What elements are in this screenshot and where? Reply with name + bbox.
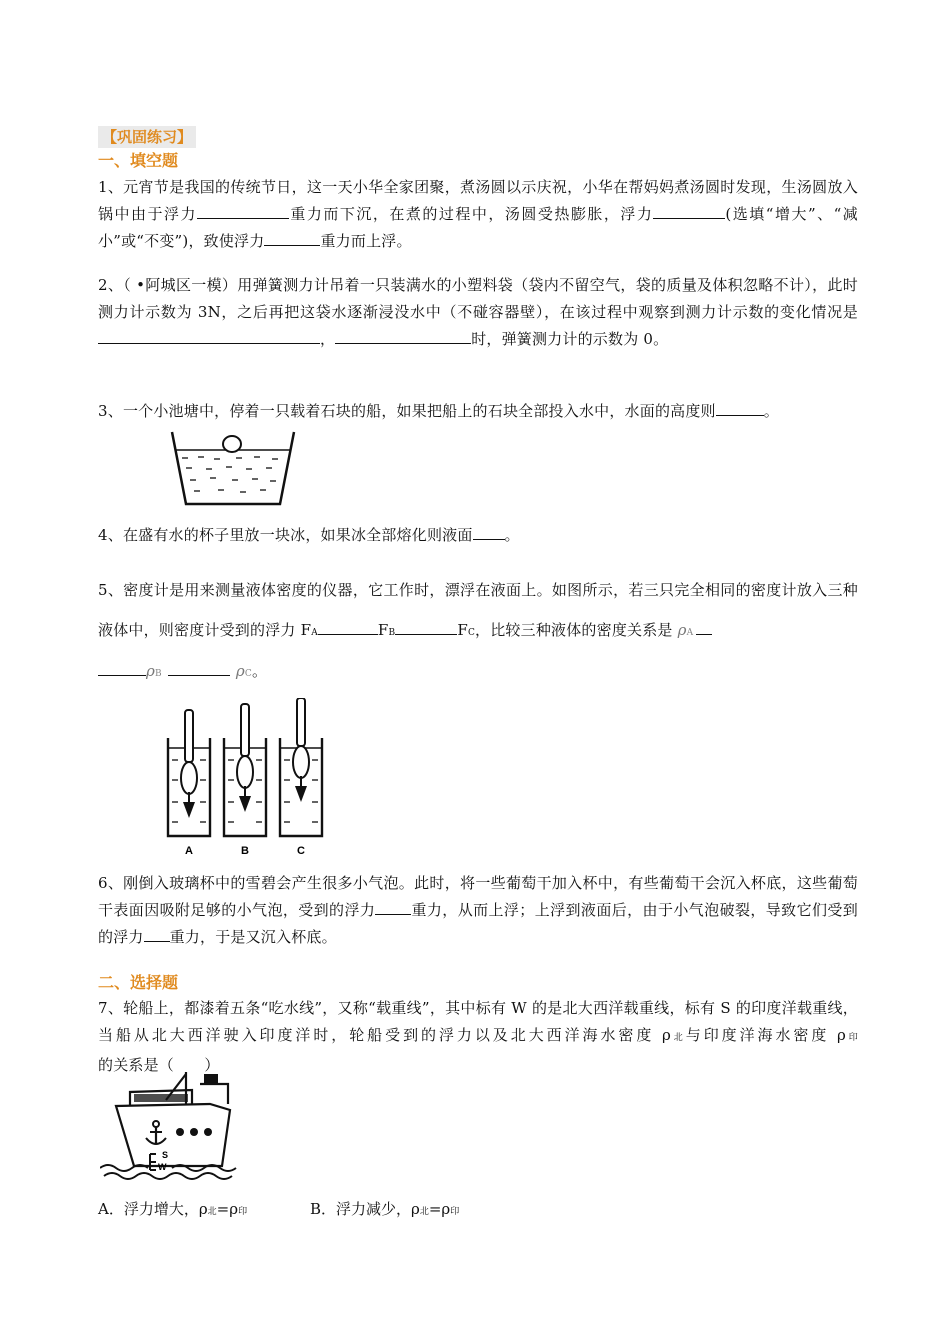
question-1 [98, 174, 858, 255]
q5-sub-a: A [311, 628, 318, 638]
q3-text-1: 3、一个小池塘中，停着一只载着石块的船，如果把船上的石块全部投入水中，水面的高度则 [98, 402, 716, 420]
option-a-sub1: 北 [207, 1207, 217, 1217]
q5-blank-3a[interactable] [696, 619, 712, 635]
question-3 [98, 398, 858, 425]
option-a-label: A．浮力增大，ρ [98, 1200, 208, 1218]
q5-sub-c: C [467, 628, 476, 638]
q2-text-3: 时，弹簧测力计的示数为 0。 [471, 330, 669, 348]
ship-stack [200, 1084, 228, 1104]
q6-text-2: 重力，从而上浮；上浮到液面后，由于小气泡破裂，导致它们受到的浮力 [98, 901, 858, 946]
q5-f-c: F [457, 621, 468, 639]
ship-figure [100, 1070, 240, 1182]
question-7 [98, 995, 858, 1079]
q5-sub-b: B [388, 628, 396, 638]
q6-text-3: 重力，于是又沉入杯底。 [169, 928, 337, 946]
load-line-w: W [158, 1162, 167, 1172]
portholes [176, 1128, 212, 1136]
q5-blank-4[interactable] [168, 660, 230, 676]
hydrometer-figure [162, 698, 334, 860]
q3-text-2: 。 [763, 402, 779, 420]
ship-funnel [204, 1074, 218, 1084]
option-a-sub2: 印 [238, 1207, 248, 1217]
option-a[interactable] [98, 1197, 247, 1224]
anchor-icon [146, 1121, 166, 1144]
q5-rho-c-sub: C [244, 669, 252, 679]
option-b[interactable] [310, 1197, 459, 1224]
q5-rho-b-sub: B [155, 669, 162, 679]
question-5 [98, 570, 858, 653]
q7-sub-bei: 北 [671, 1033, 686, 1043]
q7-text-1: 7、轮船上，都漆着五条“吃水线”，又称“载重线”，其中标有 W 的是北大西洋载重线，标有 S 的印度洋载重线，当船从北大西洋驶入印度洋时，轮船受到的浮力以及北大西洋海水密度 ρ [98, 999, 858, 1044]
q4-text-1: 4、在盛有水的杯子里放一块冰，如果冰全部熔化则液面 [98, 526, 473, 544]
q5-f-b: F [377, 621, 389, 639]
q5-text-2: ，比较三种液体的密度关系是 [475, 621, 673, 639]
option-b-sub1: 北 [419, 1207, 429, 1217]
hydrometer-c [293, 698, 309, 802]
q1-blank-3[interactable] [264, 230, 320, 246]
q2-text-1: 2、（ •阿城区一模）用弹簧测力计吊着一只装满水的小塑料袋（袋内不留空气，袋的质量及体积忽略不计），此时测力计示数为 3N，之后再把这袋水逐渐浸没水中（不碰容器壁），在该过程中观察到测力计示数的变化情况是 [98, 276, 858, 321]
q6-text-1: 6、刚倒入玻璃杯中的雪碧会产生很多小气泡。此时，将一些葡萄干加入杯中，有些葡萄干会沉入杯底，这些葡萄干表面因吸附足够的小气泡，受到的浮力 [98, 874, 858, 919]
q5-text-1: 5、密度计是用来测量液体密度的仪器，它工作时，漂浮在液面上。如图所示，若三只完全相同的密度计放入三种液体中，则密度计受到的浮力 F [98, 581, 858, 639]
question-4 [98, 522, 858, 549]
q2-text-2: ， [320, 330, 336, 348]
option-a-mid: =ρ [216, 1200, 239, 1218]
option-b-mid: =ρ [428, 1200, 451, 1218]
pond-figure [166, 428, 300, 510]
option-b-label: B．浮力减少，ρ [310, 1200, 420, 1218]
q6-blank-1[interactable] [375, 899, 411, 915]
q5-rho-c: ρ [235, 662, 245, 680]
label-b: B [241, 845, 249, 857]
q5-rho-a: ρ [677, 621, 687, 639]
q7-text-3: 的关系是（ ） [98, 1056, 220, 1074]
option-b-sub2: 印 [450, 1207, 460, 1217]
q5-end: 。 [251, 662, 268, 680]
q4-blank-1[interactable] [473, 524, 505, 540]
hydrometer-b [237, 704, 253, 812]
q4-text-2: 。 [504, 526, 520, 544]
water-dashes [182, 457, 278, 492]
q3-blank-1[interactable] [716, 400, 764, 416]
question-6 [98, 870, 858, 951]
q1-blank-1[interactable] [197, 203, 289, 219]
q5-blank-1[interactable] [318, 619, 378, 635]
question-2 [98, 272, 858, 353]
q2-blank-2[interactable] [335, 328, 471, 344]
q7-sub-yin: 印 [846, 1033, 858, 1043]
practice-heading-tag: 【巩固练习】 [98, 126, 196, 148]
q5-blank-3b[interactable] [98, 660, 146, 676]
hydrometer-a [181, 710, 197, 818]
section-fill-in-title: 一、填空题 [98, 151, 179, 170]
q2-blank-1[interactable] [98, 328, 320, 344]
q5-blank-2[interactable] [395, 619, 457, 635]
ship-deck-rail [134, 1094, 188, 1102]
q6-blank-2[interactable] [144, 926, 170, 942]
load-line-s: S [162, 1150, 169, 1160]
q1-text-3: (选填“增大”、“减小”或“不变”)，致使浮力 [98, 205, 859, 250]
ship-hull [116, 1104, 230, 1166]
q5-rho-a-sub: A [686, 628, 694, 638]
q1-blank-2[interactable] [653, 203, 725, 219]
q1-text-1: 1、元宵节是我国的传统节日，这一天小华全家团聚，煮汤圆以示庆祝，小华在帮妈妈煮汤圆时发现，生汤圆放入锅中由于浮力 [98, 178, 858, 223]
q7-text-2: 与印度洋海水密度 ρ [685, 1026, 847, 1044]
label-c: C [297, 845, 305, 857]
q5-rho-b: ρ [146, 662, 156, 680]
section-choice-title: 二、选择题 [98, 973, 179, 992]
stone-icon [223, 436, 241, 452]
question-5-line3 [98, 658, 858, 688]
load-line-mark [150, 1154, 156, 1170]
q1-text-4: 重力而上浮。 [320, 232, 412, 250]
label-a: A [185, 845, 193, 857]
q1-text-2: 重力而下沉，在煮的过程中，汤圆受热膨胀，浮力 [289, 205, 654, 223]
